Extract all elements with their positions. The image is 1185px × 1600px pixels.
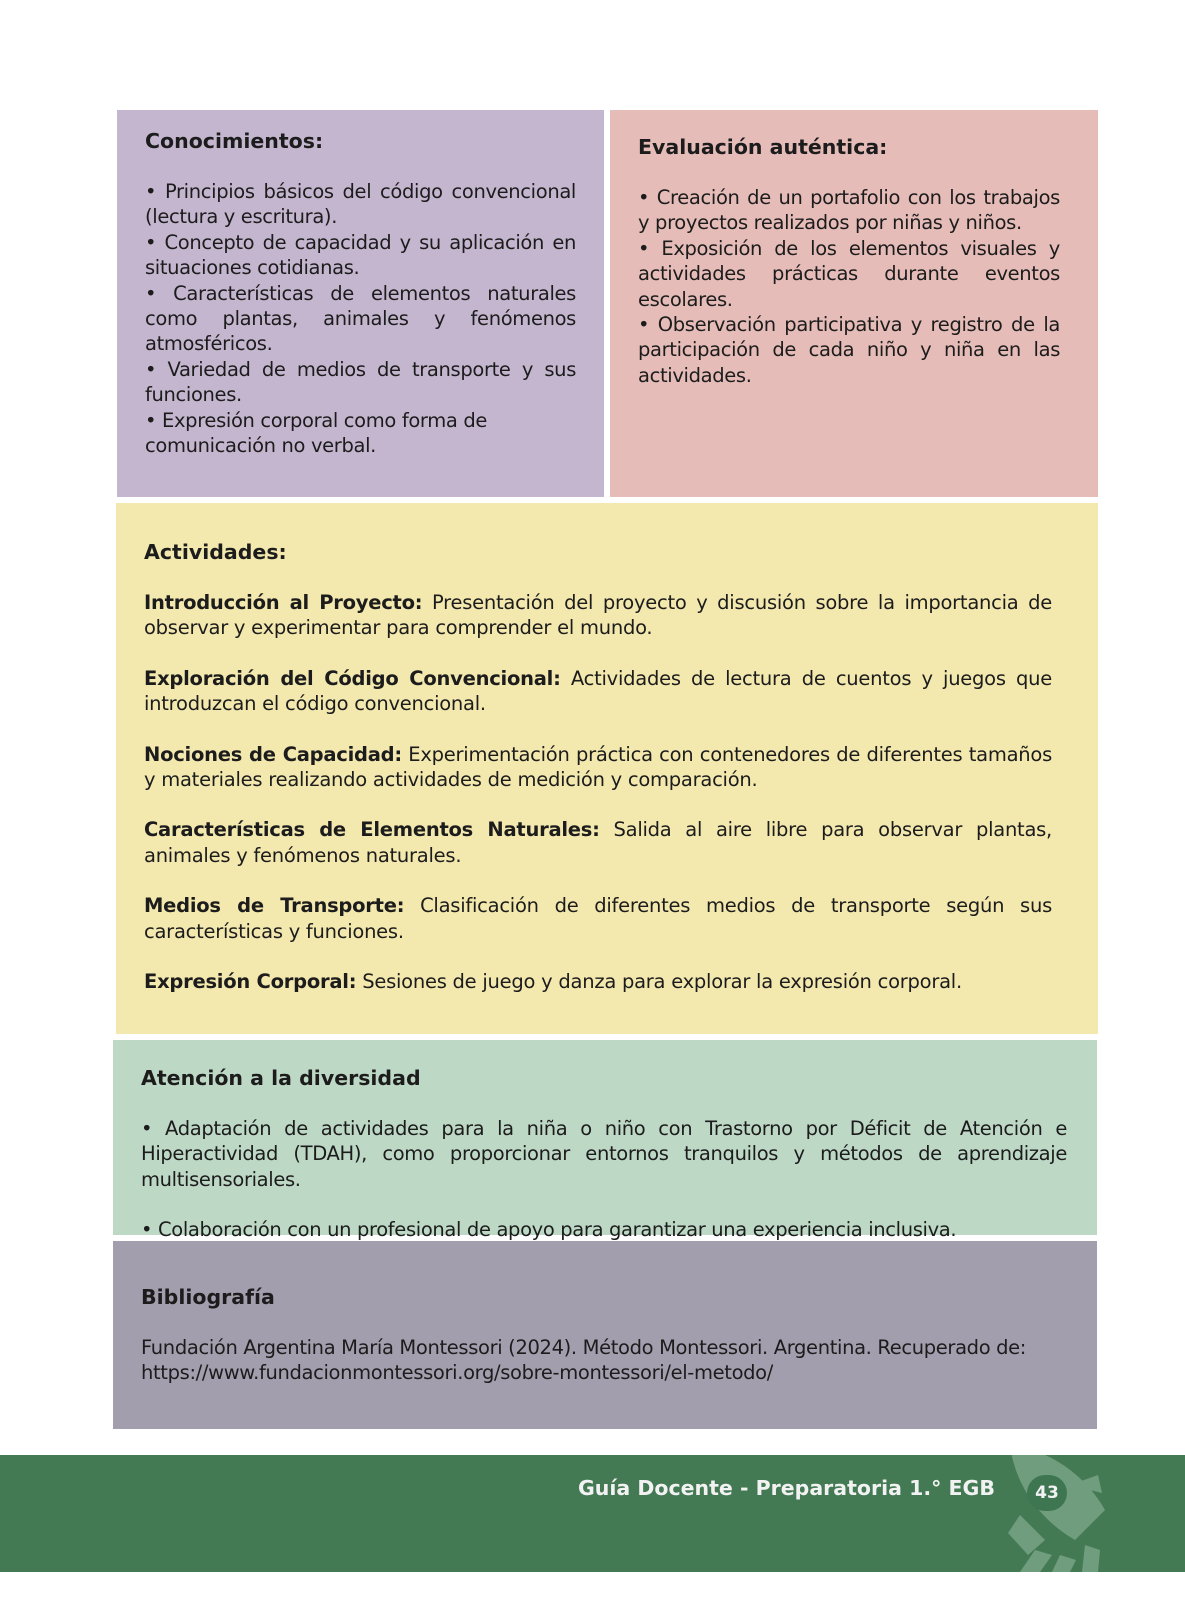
- activity-title: Expresión Corporal:: [144, 970, 357, 994]
- list-item: • Principios básicos del código convencional (lectura y escritura).: [145, 180, 576, 229]
- activity-title: Exploración del Código Convencional:: [144, 666, 561, 690]
- list-item: • Concepto de capacidad y su aplicación en situaciones cotidianas.: [145, 230, 576, 280]
- conocimientos-box: [117, 110, 604, 497]
- list-item: • Colaboración con un profesional de apoyo para garantizar una experiencia inclusiva.: [141, 1218, 957, 1242]
- diversidad-heading: Atención a la diversidad: [141, 1066, 421, 1090]
- activity-title: Características de Elementos Naturales:: [144, 818, 600, 842]
- activity-text: Salida al aire libre para observar plantas, animales y fenómenos naturales.: [144, 818, 1053, 867]
- bibliografia-entry: Fundación Argentina María Montessori (2024). Método Montessori. Argentina. Recuperado de: https://www.fundacionmontessori.org/sobre-montessori/el-metodo/: [141, 1336, 1027, 1385]
- actividades-heading: Actividades:: [144, 540, 287, 564]
- activity-item: [144, 969, 1052, 994]
- bibliografia-heading: Bibliografía: [141, 1285, 275, 1309]
- activity-item: [144, 893, 1052, 944]
- list-item: • Observación participativa y registro de la participación de cada niño y niña en las actividades.: [638, 313, 1060, 387]
- evaluacion-heading: Evaluación auténtica:: [638, 135, 888, 159]
- activity-title: Medios de Transporte:: [144, 894, 405, 918]
- page-number: 43: [1027, 1475, 1067, 1511]
- diversidad-box: [113, 1040, 1097, 1242]
- activity-item: [144, 666, 1052, 717]
- conocimientos-heading: Conocimientos:: [145, 129, 324, 153]
- list-item: • Variedad de medios de transporte y sus funciones.: [145, 357, 576, 407]
- activity-text: Actividades de lectura de cuentos y juegos que introduzcan el código convencional.: [144, 666, 1052, 716]
- activity-title: Introducción al Proyecto:: [144, 591, 423, 614]
- activity-item: [144, 817, 1052, 868]
- list-item: • Exposición de los elementos visuales y actividades prácticas durante eventos escolares.: [638, 236, 1060, 311]
- bibliografia-box: [113, 1241, 1097, 1429]
- list-item: • Características de elementos naturales como plantas, animales y fenómenos atmosféricos.: [145, 281, 576, 356]
- activity-item: [144, 590, 1052, 641]
- list-item: • Adaptación de actividades para la niña o niño con Trastorno por Déficit de Atención e Hiperactividad (TDAH), como proporcionar entornos tranquilos y métodos de aprendizaje multisensoriales.: [141, 1117, 1067, 1191]
- evaluacion-box: [610, 110, 1098, 497]
- activity-text: Sesiones de juego y danza para explorar la expresión corporal.: [362, 970, 962, 994]
- rocket-icon: [990, 1455, 1140, 1572]
- page-footer: [0, 1455, 1185, 1572]
- activity-text: Presentación del proyecto y discusión sobre la importancia de observar y experimentar para comprender el mundo.: [144, 591, 1052, 640]
- list-item: • Creación de un portafolio con los trabajos y proyectos realizados por niñas y niños.: [638, 186, 1060, 235]
- activity-title: Nociones de Capacidad:: [144, 742, 402, 766]
- activity-text: Experimentación práctica con contenedores de diferentes tamaños y materiales realizando actividades de medición y comparación.: [144, 742, 1052, 792]
- activity-text: Clasificación de diferentes medios de transporte según sus características y funciones.: [144, 894, 1052, 943]
- footer-title: Guía Docente - Preparatoria 1.° EGB: [577, 1476, 995, 1500]
- actividades-box: [116, 503, 1098, 1034]
- activity-item: [144, 742, 1052, 793]
- list-item: • Expresión corporal como forma de comunicación no verbal.: [145, 408, 488, 458]
